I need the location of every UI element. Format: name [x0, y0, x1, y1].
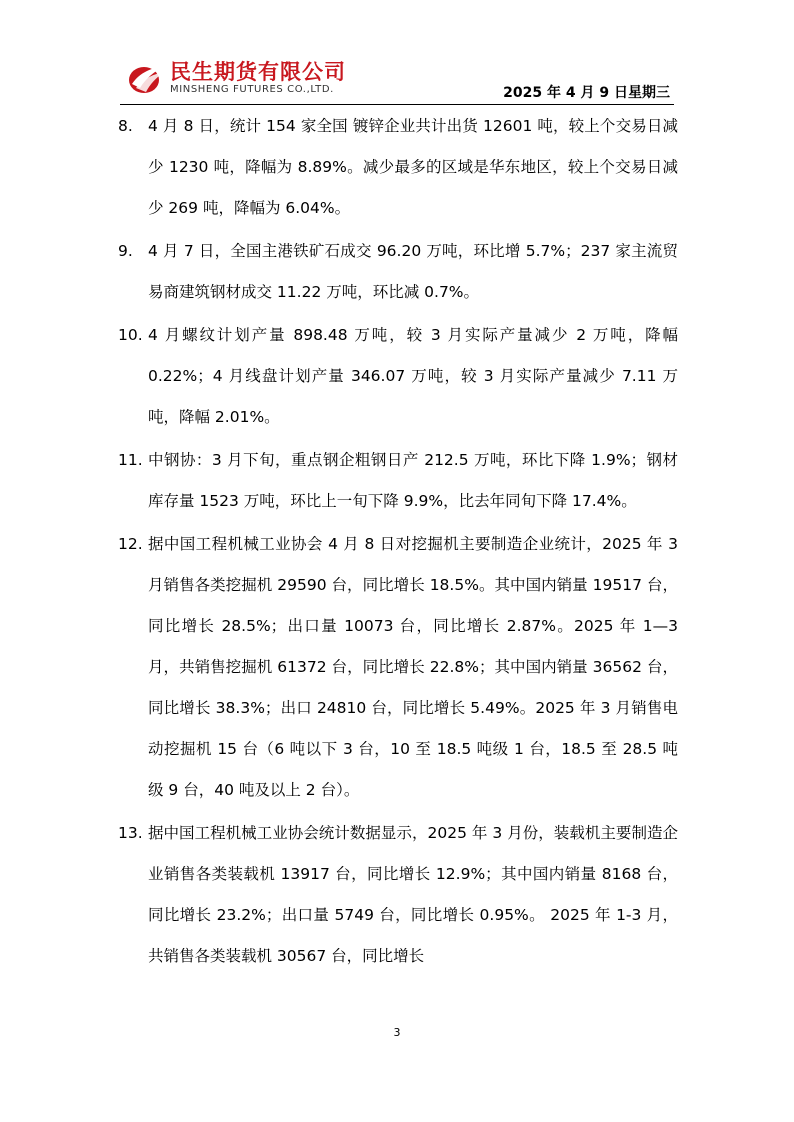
- news-list: [118, 106, 678, 979]
- minsheng-logo-icon: [126, 58, 166, 98]
- list-item-number: 9.: [118, 242, 133, 260]
- list-item-text: 4 月 8 日，统计 154 家全国 镀锌企业共计出货 12601 吨，较上个交易日减少 1230 吨，降幅为 8.89%。减少最多的区域是华东地区，较上个交易日减少 269 吨，降幅为 6.04%。: [148, 117, 678, 217]
- list-item: [118, 524, 678, 811]
- list-item: [118, 315, 678, 438]
- list-item-number: 10.: [118, 326, 143, 344]
- list-item-text: 4 月螺纹计划产量 898.48 万吨，较 3 月实际产量减少 2 万吨，降幅 0.22%；4 月线盘计划产量 346.07 万吨，较 3 月实际产量减少 7.11 万吨，降幅 2.01%。: [148, 326, 678, 426]
- report-date: 2025 年 4 月 9 日星期三: [503, 85, 670, 101]
- list-item-number: 8.: [118, 117, 133, 135]
- list-item: [118, 231, 678, 313]
- company-name-cn: 民生期货有限公司: [170, 60, 346, 84]
- page-number: 3: [393, 1026, 401, 1039]
- list-item: [118, 106, 678, 229]
- list-item-text: 中钢协：3 月下旬，重点钢企粗钢日产 212.5 万吨，环比下降 1.9%；钢材库存量 1523 万吨，环比上一旬下降 9.9%，比去年同旬下降 17.4%。: [148, 451, 678, 510]
- list-item-number: 11.: [118, 451, 143, 469]
- list-item: [118, 440, 678, 522]
- list-item-number: 12.: [118, 535, 143, 553]
- list-item-text: 据中国工程机械工业协会 4 月 8 日对挖掘机主要制造企业统计，2025 年 3 月销售各类挖掘机 29590 台，同比增长 18.5%。其中国内销量 19517 台，同比增长 28.5%；出口量 10073 台，同比增长 2.87%。2025 年 1—3 月，共销售挖掘机 61372 台，同比增长 22.8%；其中国内销量 36562 台，同比增长 38.3%；出口 24810 台，同比增长 5.49%。2025 年 3 月销售电动挖掘机 15 台（6 吨以下 3 台，10 至 18.5 吨级 1 台，18.5 至 28.5 吨级 9 台，40 吨及以上 2 台）。: [148, 535, 678, 799]
- list-item-text: 据中国工程机械工业协会统计数据显示，2025 年 3 月份，装载机主要制造企业销售各类装载机 13917 台，同比增长 12.9%；其中国内销量 8168 台，同比增长 23.2%；出口量 5749 台，同比增长 0.95%。 2025 年 1-3 月，共销售各类装载机 30567 台，同比增长: [148, 824, 678, 965]
- page-header: [120, 54, 674, 105]
- company-name-en: MINSHENG FUTURES CO.,LTD.: [170, 84, 334, 95]
- list-item: [118, 813, 678, 977]
- list-item-number: 13.: [118, 824, 143, 842]
- list-item-text: 4 月 7 日，全国主港铁矿石成交 96.20 万吨，环比增 5.7%；237 家主流贸易商建筑钢材成交 11.22 万吨，环比减 0.7%。: [148, 242, 678, 301]
